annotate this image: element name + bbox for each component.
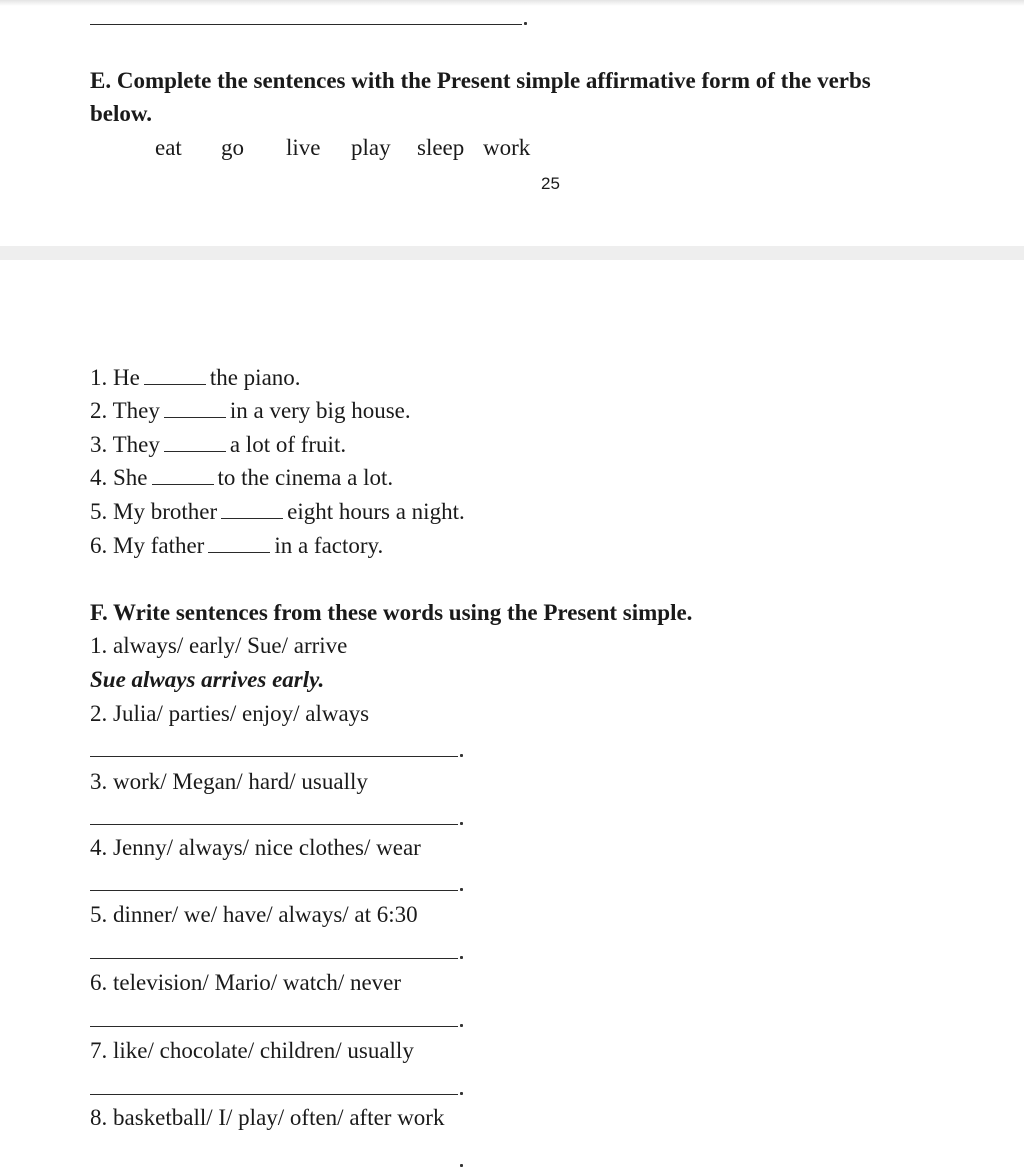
item-text-pre: 6. My father (90, 533, 205, 558)
example-prompt: 1. always/ early/ Sue/ arrive (90, 633, 348, 658)
fill-blank (144, 382, 206, 385)
answer-line-3 (90, 812, 463, 830)
answer-line-6 (90, 1014, 463, 1032)
fill-blank (221, 516, 283, 519)
list-item-e5 (90, 498, 465, 526)
item-text-pre: 3. They (90, 432, 160, 457)
answer-line-2 (90, 744, 463, 762)
list-item-e2 (90, 397, 411, 425)
page-number: 25 (541, 174, 560, 193)
item-text-post: in a very big house. (229, 398, 411, 423)
section-f-heading: F. Write sentences from these words using the Present simple. (90, 600, 693, 625)
item-text-pre: 2. They (90, 398, 160, 423)
item-text-post: the piano. (209, 365, 301, 390)
prompt-4: 4. Jenny/ always/ nice clothes/ wear (90, 835, 421, 860)
answer-line-5 (90, 946, 463, 964)
verb-work: work (483, 135, 531, 160)
item-text-post: eight hours a night. (287, 499, 465, 524)
fill-blank (164, 449, 226, 452)
verb-go: go (221, 135, 244, 160)
prompt-7: 7. like/ chocolate/ children/ usually (90, 1038, 414, 1063)
prompt-2: 2. Julia/ parties/ enjoy/ always (90, 701, 370, 726)
answer-line-7 (90, 1082, 463, 1100)
fill-blank (152, 482, 214, 485)
item-text-post: a lot of fruit. (229, 432, 347, 457)
section-e-heading-line2: below. (90, 101, 152, 126)
item-text-pre: 1. He (90, 365, 140, 390)
prompt-3: 3. work/ Megan/ hard/ usually (90, 769, 368, 794)
list-item-e4 (90, 464, 393, 492)
page-break (0, 246, 1024, 260)
prompt-8: 8. basketball/ I/ play/ often/ after work (90, 1105, 445, 1130)
fill-blank (208, 550, 270, 553)
list-item-e3 (90, 431, 346, 459)
section-e-heading-line1: E. Complete the sentences with the Present simple affirmative form of the verbs (90, 68, 871, 93)
example-answer: Sue always arrives early. (90, 667, 325, 692)
list-item-e1 (90, 364, 301, 392)
prompt-6: 6. television/ Mario/ watch/ never (90, 970, 402, 995)
verb-play: play (351, 135, 391, 160)
verb-sleep: sleep (417, 135, 465, 160)
item-text-pre: 5. My brother (90, 499, 218, 524)
verb-eat: eat (155, 135, 182, 160)
fill-blank (164, 415, 226, 418)
item-text-post: to the cinema a lot. (217, 465, 394, 490)
list-item-e6 (90, 532, 383, 560)
item-text-post: in a factory. (274, 533, 384, 558)
page-top-shadow (0, 0, 1024, 6)
answer-line-top (90, 12, 527, 30)
item-text-pre: 4. She (90, 465, 148, 490)
answer-line-4 (90, 878, 463, 896)
prompt-5: 5. dinner/ we/ have/ always/ at 6:30 (90, 902, 418, 927)
answer-dot-8 (460, 1154, 463, 1172)
verb-live: live (286, 135, 321, 160)
